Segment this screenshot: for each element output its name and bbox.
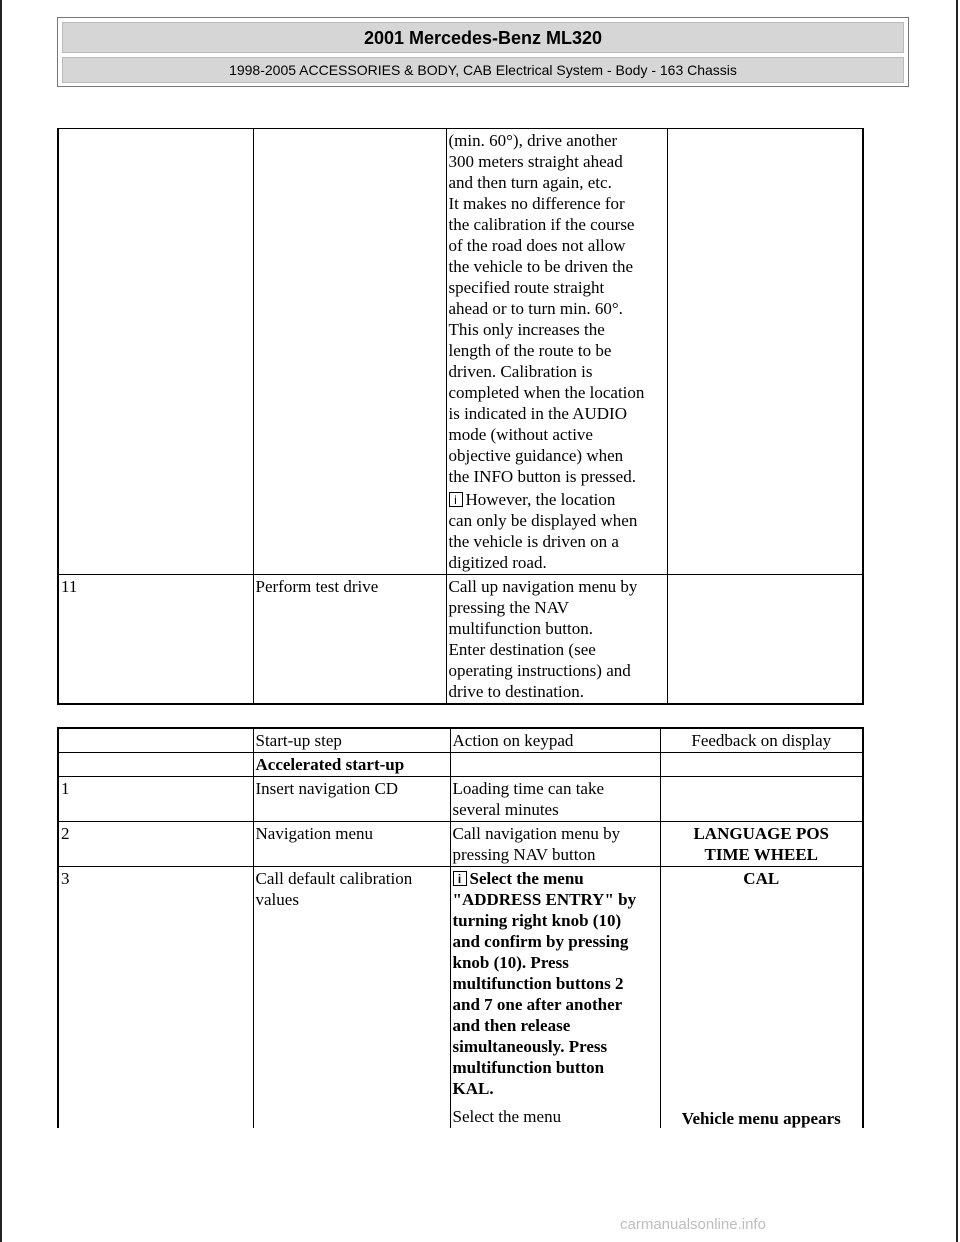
- cell-step: Navigation menu: [253, 822, 450, 867]
- cell-step: [253, 867, 450, 1129]
- text-line: is indicated in the AUDIO: [448, 404, 627, 423]
- text-line: of the road does not allow: [448, 236, 626, 255]
- cell-step: Perform test drive: [253, 575, 446, 705]
- text-line: Loading time can take: [452, 779, 605, 798]
- text-line: and then turn again, etc.: [448, 173, 612, 192]
- cell-feedback: [660, 822, 863, 867]
- cell-empty: [660, 777, 863, 822]
- text-line: completed when the location: [448, 383, 645, 402]
- text-line: knob (10). Press: [452, 953, 569, 972]
- text-line: multifunction button: [452, 1058, 605, 1077]
- text-line: It makes no difference for: [448, 194, 625, 213]
- text-line: (min. 60°), drive another: [448, 131, 618, 150]
- text-line: LANGUAGE POS: [693, 824, 830, 843]
- cell-step-number: 11: [58, 575, 253, 705]
- text-line: the calibration if the course: [448, 215, 635, 234]
- cell-action: [446, 575, 667, 705]
- cell-step-number: 2: [58, 822, 253, 867]
- info-icon: i: [449, 492, 463, 507]
- section-title: Accelerated start-up: [253, 753, 450, 777]
- spacer: [453, 1099, 658, 1106]
- page-edge-left: [0, 0, 2, 1242]
- text-line: Enter destination (see: [448, 640, 596, 659]
- text-line: and confirm by pressing: [452, 932, 629, 951]
- text-line: values: [255, 890, 299, 909]
- cell-instructions: [446, 129, 667, 575]
- text-line: 300 meters straight ahead: [448, 152, 623, 171]
- text-line: digitized road.: [448, 553, 547, 572]
- text-line: Call up navigation menu by: [448, 577, 638, 596]
- table-row: [58, 867, 863, 1129]
- cell-step-number: 1: [58, 777, 253, 822]
- text-line: mode (without active: [448, 425, 593, 444]
- feedback-text: Vehicle menu appears: [681, 1109, 841, 1128]
- note-text: However, the location: [465, 490, 616, 509]
- text-line: Call navigation menu by: [452, 824, 621, 843]
- text-line: "ADDRESS ENTRY" by: [452, 890, 637, 909]
- header-subtitle: 1998-2005 ACCESSORIES & BODY, CAB Electrical System - Body - 163 Chassis: [62, 57, 904, 83]
- text-line: multifunction button.: [448, 619, 593, 638]
- text-line: several minutes: [452, 800, 559, 819]
- table-row: [58, 822, 863, 867]
- text-line: simultaneously. Press: [452, 1037, 608, 1056]
- table-row: [58, 777, 863, 822]
- text-line: and 7 one after another: [452, 995, 623, 1014]
- text-line: objective guidance) when: [448, 446, 624, 465]
- cell-step-number: 3: [58, 867, 253, 1129]
- text-line: Select the menu: [452, 1107, 562, 1126]
- text-line: TIME WHEEL: [704, 845, 819, 864]
- text-line: the vehicle is driven on a: [448, 532, 619, 551]
- cell-empty: [253, 129, 446, 575]
- text-line: ahead or to turn min. 60°.: [448, 299, 623, 318]
- cell-action: [450, 867, 660, 1129]
- header-start-up-step: Start-up step: [253, 728, 450, 753]
- text-line: length of the route to be: [448, 341, 612, 360]
- procedure-table-continued: [57, 128, 864, 705]
- cell-empty: [667, 129, 863, 575]
- cell-empty: [660, 753, 863, 777]
- cell-action: [450, 822, 660, 867]
- text-line: multifunction buttons 2: [452, 974, 624, 993]
- cell-empty: [58, 753, 253, 777]
- section-row: [58, 753, 863, 777]
- text-line: the INFO button is pressed.: [448, 467, 636, 486]
- cell-feedback: [660, 867, 863, 1129]
- text-line: pressing the NAV: [448, 598, 570, 617]
- text-line: the vehicle to be driven the: [448, 257, 634, 276]
- table-row: [58, 129, 863, 575]
- text-line: drive to destination.: [448, 682, 585, 701]
- page-edge-right: [956, 0, 958, 1242]
- watermark: carmanualsonline.info: [620, 1216, 766, 1233]
- text-line: driven. Calibration is: [448, 362, 593, 381]
- text-line: operating instructions) and: [448, 661, 631, 680]
- header-feedback-on-display: Feedback on display: [660, 728, 863, 753]
- text-line: Call default calibration: [255, 869, 413, 888]
- header-action-on-keypad: Action on keypad: [450, 728, 660, 753]
- text-line: KAL.: [452, 1079, 494, 1098]
- text-line: pressing NAV button: [452, 845, 596, 864]
- table-header-row: [58, 728, 863, 753]
- cell-action: [450, 777, 660, 822]
- cell-empty: [667, 575, 863, 705]
- text-line: [449, 489, 665, 510]
- table-row: [58, 575, 863, 705]
- header-title: 2001 Mercedes-Benz ML320: [62, 22, 904, 53]
- cell-step: Insert navigation CD: [253, 777, 450, 822]
- text-line: can only be displayed when: [448, 511, 638, 530]
- accelerated-startup-table: [57, 727, 864, 1128]
- text-line: turning right knob (10): [452, 911, 622, 930]
- feedback-text: CAL: [743, 869, 780, 888]
- cell-empty: [450, 753, 660, 777]
- cell-empty: [58, 728, 253, 753]
- text-line: and then release: [452, 1016, 571, 1035]
- text-line: specified route straight: [448, 278, 605, 297]
- cell-empty: [58, 129, 253, 575]
- text-line: [453, 868, 658, 889]
- action-text: Select the menu: [469, 869, 584, 888]
- text-line: This only increases the: [448, 320, 605, 339]
- info-icon: i: [453, 871, 467, 886]
